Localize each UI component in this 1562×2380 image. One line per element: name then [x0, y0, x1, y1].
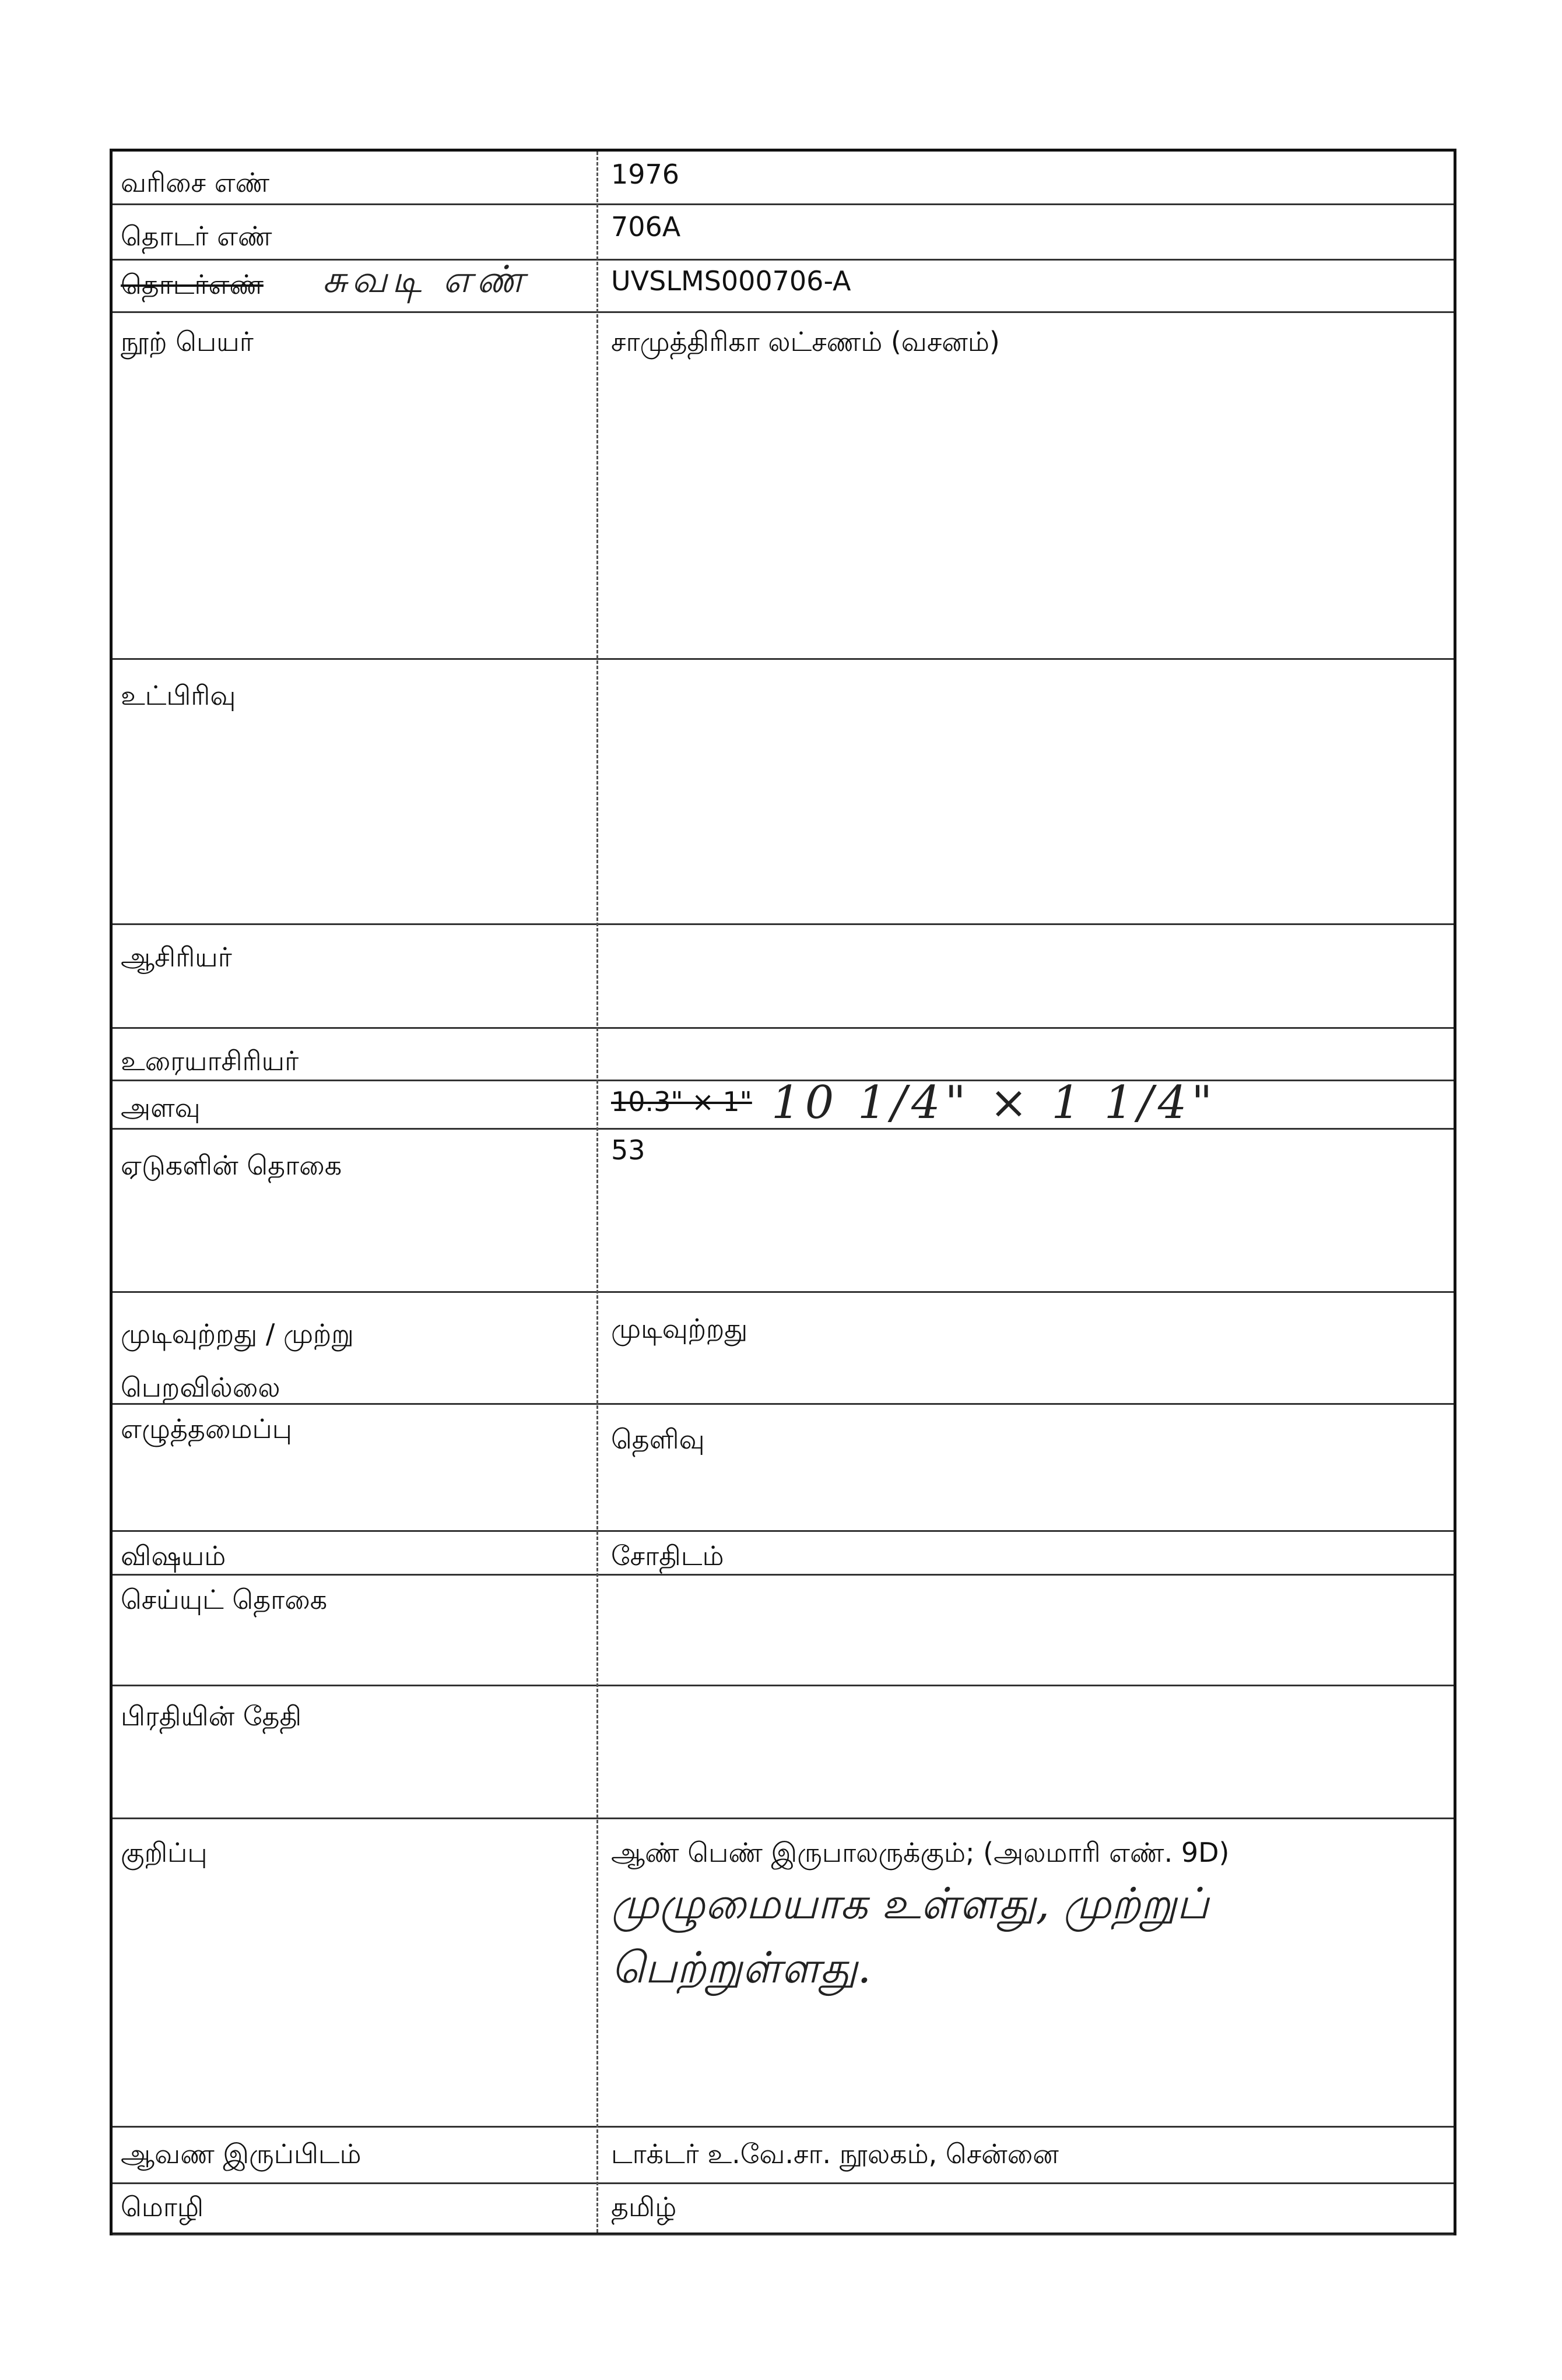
row-copy-date [113, 1686, 1454, 1819]
verse-count-label: செய்யுட் தொகை [121, 1584, 328, 1615]
row-leaf-count [113, 1130, 1454, 1293]
row-subdivision [113, 660, 1454, 925]
completion-status-value: முடிவுற்றது [611, 1313, 748, 1344]
manuscript-id-value: UVSLMS000706-A [611, 265, 851, 297]
row-script-condition [113, 1405, 1454, 1532]
title-value: சாமுத்திரிகா லட்சணம் (வசனம்) [611, 326, 1000, 357]
dimensions-label: அளவு [121, 1092, 201, 1123]
dimensions-value-handwritten: 10 1/4" × 1 1/4" [771, 1077, 1217, 1129]
row-dimensions [113, 1077, 1454, 1130]
row-language [113, 2184, 1454, 2235]
notes-label: குறிப்பு [121, 1837, 208, 1868]
author-label: ஆசிரியர் [121, 941, 232, 973]
row-archive-location [113, 2128, 1454, 2184]
row-completion-status [113, 1293, 1454, 1405]
sequence-number-label: தொடர் எண் [121, 220, 272, 252]
archive-location-value: டாக்டர் உ.வே.சா. நூலகம், சென்னை [611, 2138, 1059, 2170]
copy-date-label: பிரதியின் தேதி [121, 1700, 302, 1732]
language-label: மொழி [121, 2191, 204, 2223]
notes-value: ஆண் பெண் இருபாலருக்கும்; (அலமாரி எண். 9D) [611, 1837, 1230, 1868]
subject-label: விஷயம் [121, 1540, 226, 1572]
manuscript-id-label-struck: தொடர்எண் [121, 269, 264, 300]
commentator-label: உரையாசிரியர் [121, 1045, 299, 1077]
sequence-number-value: 706A [611, 211, 681, 242]
script-condition-label: எழுத்தமைப்பு [121, 1413, 292, 1444]
column-divider [596, 152, 598, 2233]
subdivision-label: உட்பிரிவு [121, 680, 236, 711]
catalog-record-table [110, 149, 1456, 2235]
row-verse-count [113, 1576, 1454, 1686]
row-author [113, 925, 1454, 1029]
manuscript-id-label-handwritten: சுவடி எண் [322, 258, 529, 301]
notes-handwritten-line-1: முழுமையாக உள்ளது, முற்றுப் [611, 1879, 1209, 1929]
dimensions-value-struck: 10.3" × 1" [611, 1086, 752, 1117]
title-label: நூற் பெயர் [121, 326, 254, 357]
completion-status-label: முடிவுற்றது / முற்று பெறவில்லை [121, 1318, 354, 1403]
serial-number-label: வரிசை எண் [121, 167, 270, 198]
subject-value: சோதிடம் [611, 1540, 724, 1572]
row-serial-number [113, 152, 1454, 205]
language-value: தமிழ் [611, 2191, 677, 2223]
row-sequence-number [113, 205, 1454, 261]
notes-handwritten-line-2: பெற்றுள்ளது. [611, 1943, 872, 1993]
row-notes [113, 1819, 1454, 2128]
row-commentator [113, 1029, 1454, 1081]
row-manuscript-id [113, 258, 1454, 313]
script-condition-value: தெளிவு [611, 1423, 705, 1455]
row-subject [113, 1532, 1454, 1576]
row-title [113, 313, 1454, 660]
archive-location-label: ஆவண இருப்பிடம் [121, 2138, 361, 2170]
serial-number-value: 1976 [611, 159, 680, 190]
leaf-count-label: ஏடுகளின் தொகை [121, 1149, 342, 1181]
leaf-count-value: 53 [611, 1134, 645, 1166]
